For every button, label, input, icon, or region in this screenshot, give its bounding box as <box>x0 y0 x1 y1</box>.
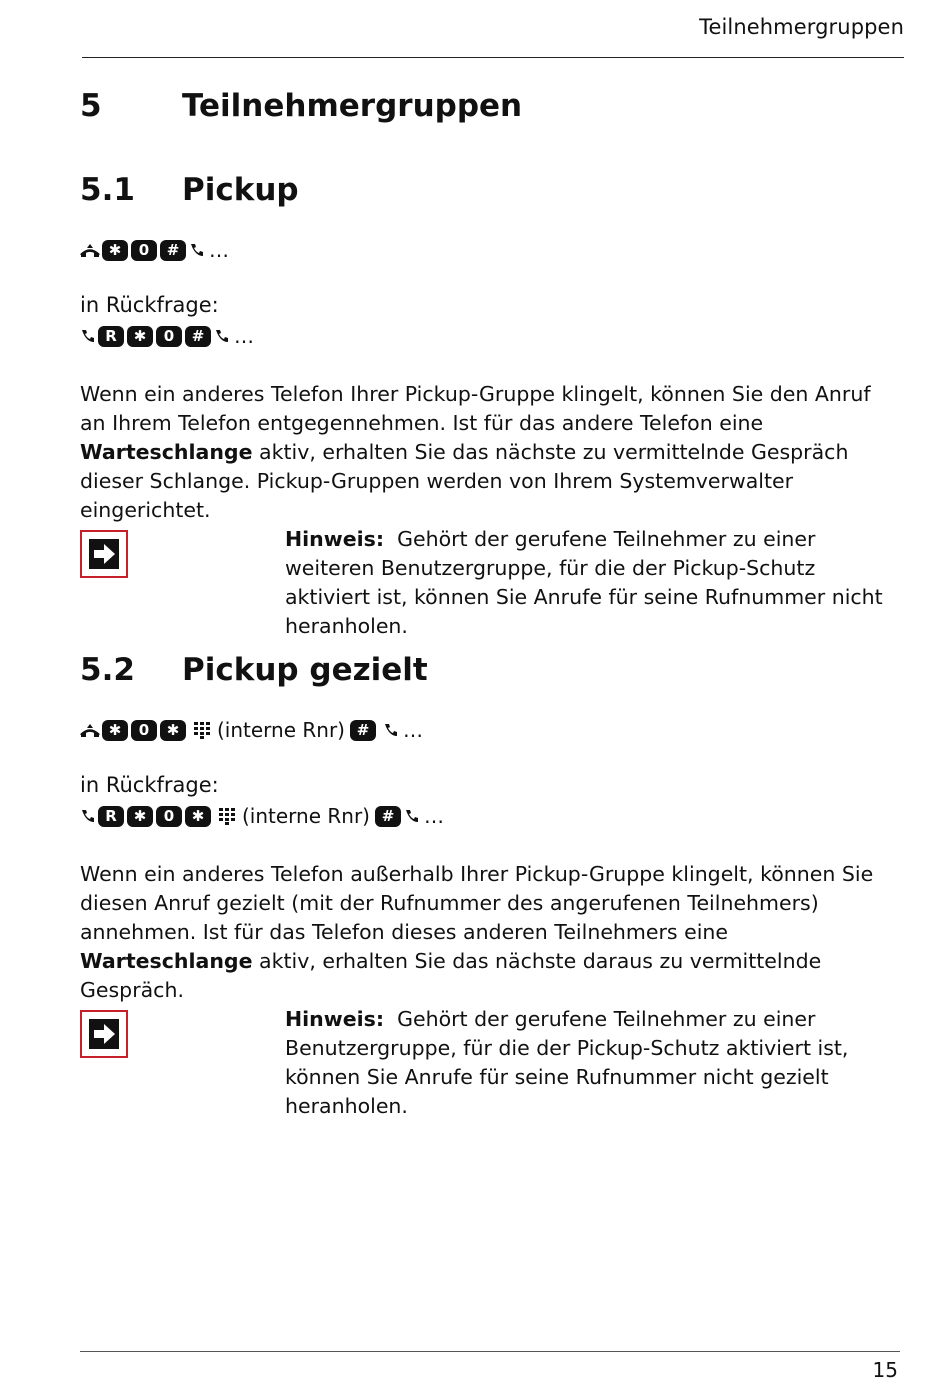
keypad-icon <box>193 721 211 739</box>
chapter-title: Teilnehmergruppen <box>182 88 523 124</box>
key-r: R <box>98 806 124 827</box>
key-hash: # <box>375 806 401 827</box>
keypad-icon <box>218 807 236 825</box>
rnr-text: (interne Rnr) <box>217 718 345 742</box>
key-zero: 0 <box>156 326 182 347</box>
paragraph: Wenn ein anderes Telefon Ihrer Pickup-Gruppe klingelt, können Sie den Anruf an Ihrem Telefon entgegennehmen. Ist für das andere Telefon eine Warteschlange aktiv, erhalten Sie das nächste zu vermittelnde Gespräch dieser Schlange. Pickup-Gruppen werden von Ihrem Systemverwalter eingerichtet. <box>80 382 871 522</box>
handset-icon <box>404 808 420 824</box>
header-rule <box>82 57 904 58</box>
handset-lift-icon <box>80 722 100 738</box>
key-sequence <box>80 322 254 350</box>
ellipsis: … <box>424 804 444 828</box>
paragraph: Wenn ein anderes Telefon außerhalb Ihrer Pickup-Gruppe klingelt, können Sie diesen Anruf gezielt (mit der Rufnummer des angerufenen Teilnehmers) annehmen. Ist für das Telefon dieses anderen Teilnehmers eine Warteschlange aktiv, erhalten Sie das nächste daraus zu vermittelnde Gespräch. <box>80 862 874 1002</box>
handset-icon <box>214 328 230 344</box>
footer-rule <box>80 1351 900 1352</box>
handset-icon <box>80 328 96 344</box>
section-title: Pickup <box>182 172 299 208</box>
key-star: ✱ <box>102 720 128 741</box>
key-star: ✱ <box>102 240 128 261</box>
key-star: ✱ <box>185 806 211 827</box>
note-label: Hinweis: <box>285 527 385 551</box>
page-number: 15 <box>872 1358 898 1382</box>
key-zero: 0 <box>131 240 157 261</box>
key-star: ✱ <box>127 326 153 347</box>
key-hash: # <box>160 240 186 261</box>
key-zero: 0 <box>131 720 157 741</box>
note: Hinweis: Gehört der gerufene Teilnehmer zu einer weiteren Benutzergruppe, für die der Pickup-Schutz aktiviert ist, können Sie Anrufe für seine Rufnummer nicht heranholen. <box>285 527 883 638</box>
key-star: ✱ <box>127 806 153 827</box>
rueckfrage-label: in Rückfrage: <box>80 773 219 797</box>
rueckfrage-label: in Rückfrage: <box>80 293 219 317</box>
handset-icon <box>189 242 205 258</box>
handset-icon <box>383 722 399 738</box>
handset-lift-icon <box>80 242 100 258</box>
rnr-text: (interne Rnr) <box>242 804 370 828</box>
arrow-right-icon <box>80 530 128 578</box>
key-star: ✱ <box>160 720 186 741</box>
section-title: Pickup gezielt <box>182 652 428 688</box>
note-label: Hinweis: <box>285 1007 385 1031</box>
key-hash: # <box>185 326 211 347</box>
section-number: 5.2 <box>80 652 135 688</box>
section-number: 5.1 <box>80 172 135 208</box>
ellipsis: … <box>403 718 423 742</box>
handset-icon <box>80 808 96 824</box>
key-sequence <box>80 236 229 264</box>
key-r: R <box>98 326 124 347</box>
arrow-right-icon <box>80 1010 128 1058</box>
key-hash: # <box>350 720 376 741</box>
ellipsis: … <box>209 238 229 262</box>
key-sequence <box>80 802 444 830</box>
note: Hinweis: Gehört der gerufene Teilnehmer zu einer Benutzergruppe, für die der Pickup-Schutz aktiviert ist, können Sie Anrufe für seine Rufnummer nicht gezielt heranholen. <box>285 1007 849 1118</box>
chapter-number: 5 <box>80 88 102 124</box>
key-sequence <box>80 716 423 744</box>
running-header: Teilnehmergruppen <box>699 15 904 39</box>
ellipsis: … <box>234 324 254 348</box>
key-zero: 0 <box>156 806 182 827</box>
